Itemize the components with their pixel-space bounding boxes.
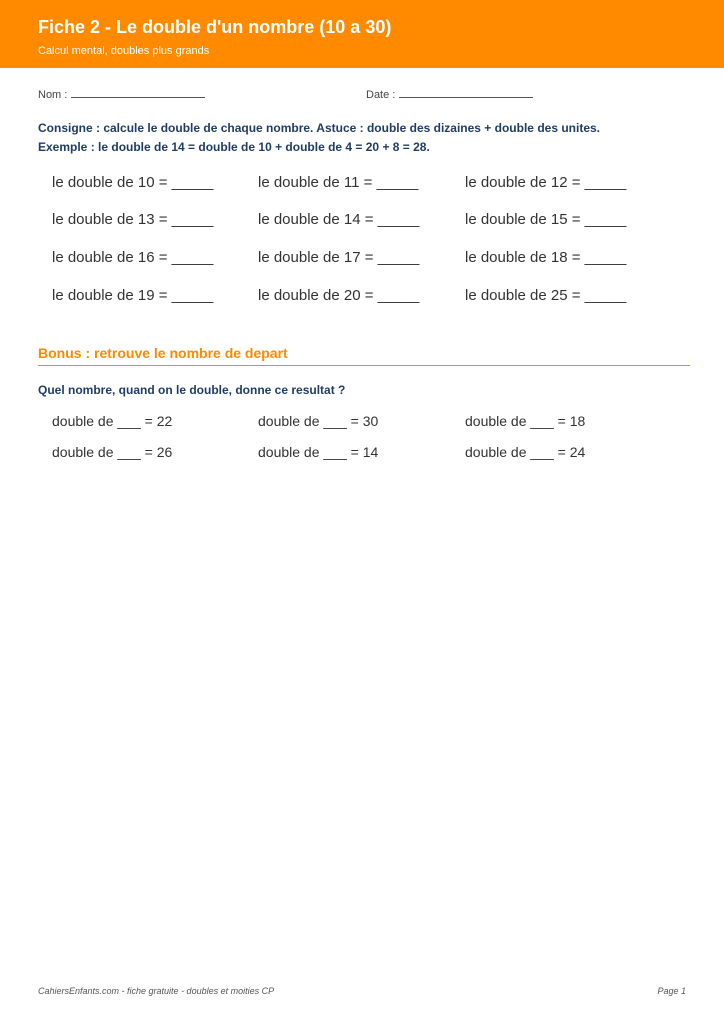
page-subtitle: Calcul mental, doubles plus grands bbox=[38, 45, 210, 57]
bonus-title: Bonus : retrouve le nombre de depart bbox=[38, 345, 288, 361]
bonus-item: double de ___ = 30 bbox=[258, 413, 379, 429]
bonus-question: Quel nombre, quand on le double, donne ce resultat ? bbox=[38, 383, 346, 397]
date-line bbox=[399, 87, 533, 98]
exercise-row bbox=[0, 174, 724, 200]
exercise-item: le double de 12 = _____ bbox=[465, 174, 627, 191]
bonus-item: double de ___ = 24 bbox=[465, 444, 586, 460]
exercise-item: le double de 16 = _____ bbox=[52, 249, 214, 266]
bonus-row bbox=[0, 444, 724, 466]
exercise-item: le double de 15 = _____ bbox=[465, 211, 627, 228]
exercise-row bbox=[0, 249, 724, 275]
bonus-item: double de ___ = 14 bbox=[258, 444, 379, 460]
footer-source: CahiersEnfants.com - fiche gratuite - doubles et moities CP bbox=[38, 986, 275, 996]
date-field bbox=[366, 87, 533, 101]
bonus-row bbox=[0, 413, 724, 435]
exercise-item: le double de 11 = _____ bbox=[258, 174, 419, 191]
instruction-example: Exemple : le double de 14 = double de 10 + double de 4 = 20 + 8 = 28. bbox=[38, 140, 430, 154]
exercise-item: le double de 25 = _____ bbox=[465, 287, 627, 304]
bonus-item: double de ___ = 18 bbox=[465, 413, 586, 429]
exercise-row bbox=[0, 287, 724, 313]
exercise-item: le double de 13 = _____ bbox=[52, 211, 214, 228]
bonus-divider bbox=[38, 365, 690, 366]
bonus-item: double de ___ = 22 bbox=[52, 413, 173, 429]
page-title: Fiche 2 - Le double d'un nombre (10 a 30) bbox=[38, 17, 392, 37]
name-line bbox=[71, 87, 205, 98]
name-field bbox=[38, 87, 205, 101]
exercise-item: le double de 17 = _____ bbox=[258, 249, 420, 266]
name-label: Nom : bbox=[38, 89, 68, 101]
instruction-consigne: Consigne : calcule le double de chaque nombre. Astuce : double des dizaines + double des unites. bbox=[38, 121, 600, 135]
date-label: Date : bbox=[366, 89, 396, 101]
exercise-item: le double de 19 = _____ bbox=[52, 287, 214, 304]
exercise-item: le double de 14 = _____ bbox=[258, 211, 420, 228]
exercise-item: le double de 18 = _____ bbox=[465, 249, 627, 266]
footer-page-number: Page 1 bbox=[657, 986, 686, 996]
exercise-item: le double de 20 = _____ bbox=[258, 287, 420, 304]
page-header bbox=[0, 0, 724, 68]
exercise-item: le double de 10 = _____ bbox=[52, 174, 214, 191]
bonus-item: double de ___ = 26 bbox=[52, 444, 173, 460]
exercise-row bbox=[0, 211, 724, 237]
